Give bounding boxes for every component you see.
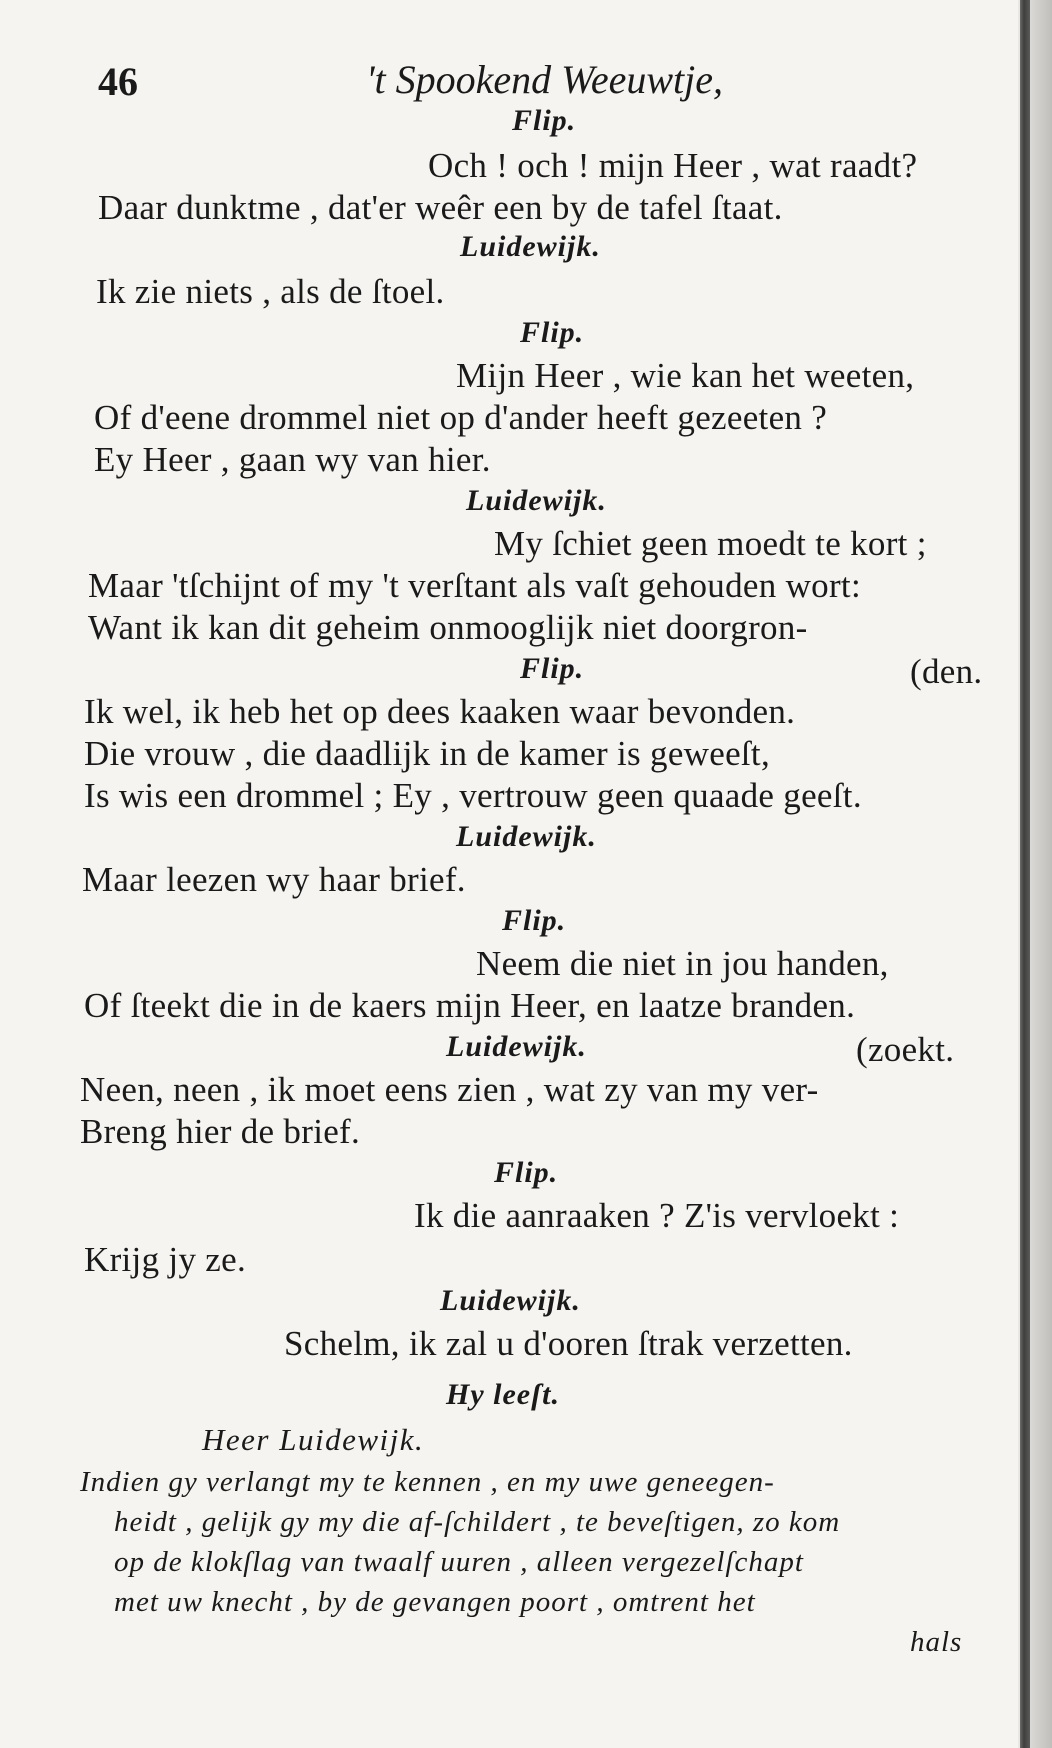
- speaker-label: Luidewijk.: [466, 484, 607, 517]
- verse-line: Daar dunktme , dat'er weêr een by de tafel ſtaat.: [98, 188, 783, 227]
- stage-direction: Hy leeſt.: [446, 1378, 560, 1411]
- verse-line: Is wis een drommel ; Ey , vertrouw geen quaade geeſt.: [84, 776, 862, 815]
- verse-line: My ſchiet geen moedt te kort ;: [494, 524, 927, 563]
- letter-line: met uw knecht , by de gevangen poort , omtrent het: [114, 1586, 756, 1618]
- verse-line: Maar leezen wy haar brief.: [82, 860, 466, 899]
- binding-edge: [1020, 0, 1030, 1748]
- speaker-label: Flip.: [520, 316, 585, 349]
- speaker-label: Flip.: [494, 1156, 559, 1189]
- verse-line: Ik wel, ik heb het op dees kaaken waar bevonden.: [84, 692, 796, 731]
- speaker-label: Luidewijk.: [440, 1284, 581, 1317]
- verse-line: Krijg jy ze.: [84, 1240, 247, 1279]
- letter-line: Indien gy verlangt my te kennen , en my uwe geneegen-: [80, 1466, 775, 1498]
- running-title: 't Spookend Weeuwtje,: [366, 57, 723, 102]
- letter-line: op de klokſlag van twaalf uuren , alleen vergezelſchapt: [114, 1546, 804, 1578]
- speaker-label: Luidewijk.: [460, 230, 601, 263]
- verse-line: Schelm, ik zal u d'ooren ſtrak verzetten.: [284, 1324, 853, 1363]
- verse-line: Neen, neen , ik moet eens zien , wat zy van my ver-: [80, 1070, 819, 1109]
- verse-line: Of ſteekt die in de kaers mijn Heer, en laatze branden.: [84, 986, 856, 1025]
- catchword: hals: [910, 1626, 963, 1658]
- verse-line: Mijn Heer , wie kan het weeten,: [456, 356, 915, 395]
- verse-line: Die vrouw , die daadlijk in de kamer is geweeſt,: [84, 734, 770, 773]
- letter-line: heidt , gelijk gy my die af-ſchildert , te beveſtigen, zo kom: [114, 1506, 841, 1538]
- page-number: 46: [98, 59, 138, 104]
- speaker-label: Luidewijk.: [446, 1030, 587, 1063]
- speaker-label: Luidewijk.: [456, 820, 597, 853]
- verse-line: Of d'eene drommel niet op d'ander heeft gezeeten ?: [94, 398, 828, 437]
- verse-line: Breng hier de brief.: [80, 1112, 361, 1151]
- verse-line: Maar 'tſchijnt of my 't verſtant als vaſt gehouden wort:: [88, 566, 861, 605]
- verse-line: (zoekt.: [856, 1030, 955, 1069]
- verse-line: Och ! och ! mijn Heer , wat raadt?: [428, 146, 918, 185]
- verse-line: Ey Heer , gaan wy van hier.: [94, 440, 491, 479]
- verse-line: Ik die aanraaken ? Z'is vervloekt :: [414, 1196, 900, 1235]
- verse-line: Ik zie niets , als de ſtoel.: [96, 272, 445, 311]
- speaker-label: Flip.: [512, 104, 577, 137]
- letter-salutation: Heer Luidewijk.: [202, 1422, 425, 1457]
- verse-line: Want ik kan dit geheim onmooglijk niet doorgron-: [88, 608, 808, 647]
- verse-line: Neem die niet in jou handen,: [476, 944, 889, 983]
- verse-line: (den.: [910, 652, 983, 691]
- speaker-label: Flip.: [520, 652, 585, 685]
- speaker-label: Flip.: [502, 904, 567, 937]
